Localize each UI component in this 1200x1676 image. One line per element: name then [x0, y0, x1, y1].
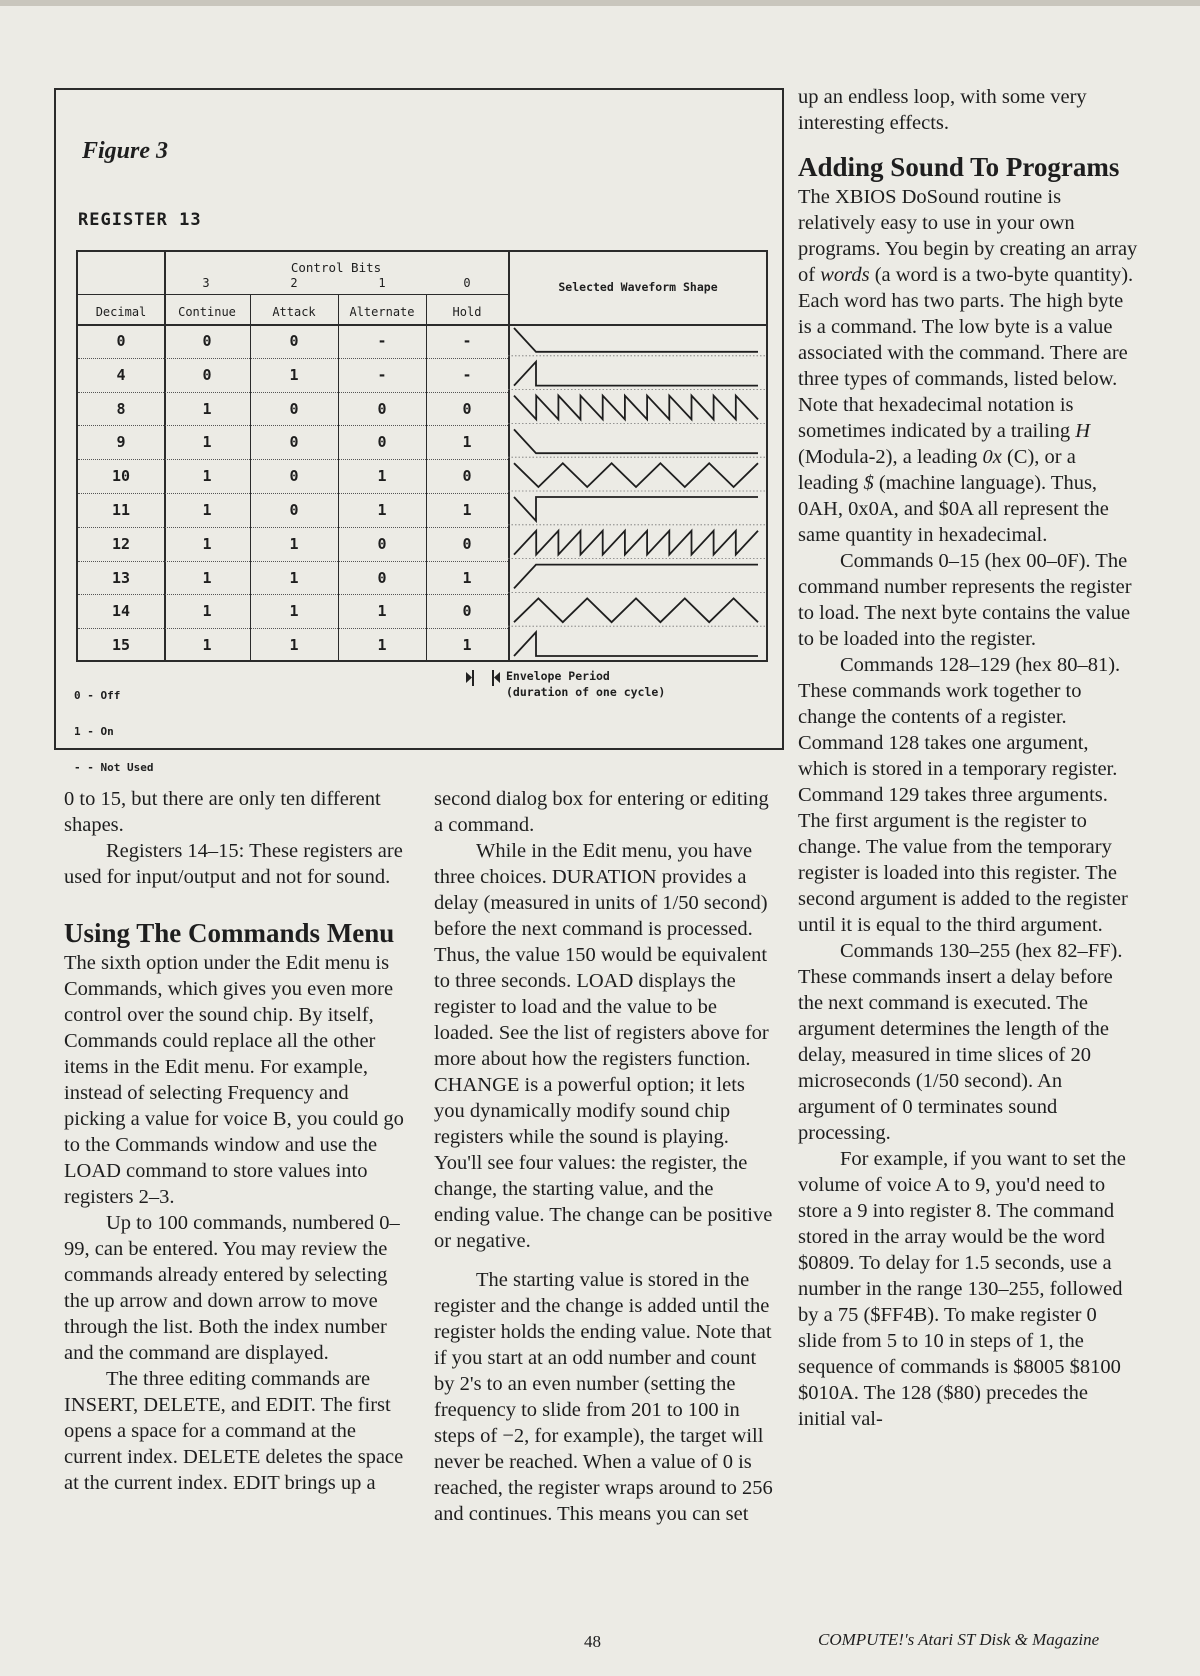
- text-run: (a word is a two-byte quantity). Each word has two parts. The high byte is a command. The low byte is a value associated with the command. There are three types of commands, listed below. Note that hexadecimal notation is sometimes indicated by a trailing: [798, 264, 1134, 442]
- control-bit-value: 0: [462, 534, 472, 553]
- control-bit-value: 1: [462, 501, 472, 519]
- grid-line: [78, 294, 508, 295]
- control-bit-value: 0: [289, 433, 299, 452]
- waveform-decay: [514, 328, 758, 352]
- row-divider: [78, 527, 508, 528]
- heading-adding-sound: Adding Sound To Programs: [798, 152, 1120, 182]
- paragraph: The three editing commands are INSERT, DELETE, and EDIT. The first opens a space for a command at the current index. DELETE deletes the space at the current index. EDIT brings up a: [64, 1368, 404, 1494]
- control-bits-label: Control Bits: [290, 260, 382, 275]
- paragraph: Commands 130–255 (hex 82–FF). These commands insert a delay before the next command is executed. The argument determines the length of the delay, measured in time slices of 20 microseconds (1/50 second). An argument of 0 terminates sound processing.: [798, 940, 1123, 1144]
- waveform-triangle-up-first: [514, 598, 758, 622]
- column-3: [798, 84, 1140, 1432]
- decimal-value: 13: [111, 568, 131, 587]
- row-divider: [78, 425, 508, 426]
- waveform-repeating-sawtooth-down: [514, 396, 758, 420]
- decimal-value: 4: [116, 365, 126, 384]
- decimal-value: 11: [111, 501, 131, 519]
- control-bit-value: 1: [289, 568, 299, 587]
- paragraph: second dialog box for entering or editing a command.: [434, 788, 769, 836]
- paragraph: Commands 0–15 (hex 00–0F). The command number represents the register to load. The next byte contains the value to be loaded into the register.: [798, 550, 1132, 650]
- paragraph: While in the Edit menu, you have three choices. DURATION provides a delay (measured in units of 1/50 second) before the next command is processed. Thus, the value 150 would be equivalent to three seconds. LOAD displays the register to load and the value to be loaded. See the list of registers above for more about how the registers function. CHANGE is a powerful option; it lets you dynamically modify sound chip registers while the sound is playing. You'll see four values: the register, the change, the starting value, and the ending value. The change can be positive or negative.: [434, 840, 773, 1252]
- col-alternate: Alternate: [349, 305, 415, 319]
- text-run: (machine language). Thus, 0AH, 0x0A, and $0A all represent the same quantity in hexadecimal.: [798, 472, 1109, 546]
- control-bit-value: 0: [377, 399, 387, 418]
- control-bit-value: -: [462, 365, 472, 384]
- paragraph: Up to 100 commands, numbered 0–99, can be entered. You may review the commands already entered by selecting the up arrow and down arrow to move through the list. Both the index number and the command are displayed.: [64, 1212, 400, 1364]
- decimal-value: 9: [116, 433, 126, 452]
- register-label: REGISTER 13: [78, 210, 202, 230]
- control-bit-value: 0: [202, 365, 212, 384]
- row-divider: [78, 358, 508, 359]
- control-bit-value: 1: [202, 501, 212, 519]
- waveform-repeating-sawtooth-up: [514, 531, 758, 555]
- row-divider: [78, 493, 508, 494]
- control-bit-value: 1: [377, 602, 387, 621]
- legend-off: 0 - Off: [74, 689, 121, 702]
- control-bit-value: 1: [377, 501, 387, 519]
- control-bit-value: 0: [202, 332, 212, 350]
- text-run: (Modula-2), a leading: [798, 446, 983, 468]
- col-hold: Hold: [452, 305, 482, 319]
- envelope-period-marker-icon: [466, 668, 528, 688]
- control-bit-value: 1: [202, 433, 212, 452]
- control-bit-value: 1: [289, 636, 299, 655]
- text-run-italic: $: [863, 472, 874, 494]
- decimal-value: 8: [116, 399, 126, 418]
- control-bit-value: 0: [289, 501, 299, 519]
- envelope-period-duration: (duration of one cycle): [506, 685, 666, 699]
- figure-title: Figure 3: [82, 138, 169, 164]
- bit-number-3: 3: [202, 276, 210, 290]
- control-bit-value: 0: [289, 399, 299, 418]
- row-divider: [78, 561, 508, 562]
- decimal-value: 15: [111, 636, 131, 655]
- paragraph: Commands 128–129 (hex 80–81). These commands work together to change the contents of a register. Command 128 takes one argument, which is stored in a temporary register. Command 129 takes three arguments. The first argument is the register to change. The value from the temporary register is loaded into this register. The second argument is added to the register until it is equal to the third argument.: [798, 654, 1128, 936]
- control-bit-value: 1: [289, 602, 299, 621]
- col-decimal: Decimal: [95, 305, 147, 319]
- text-run-italic: 0x: [982, 446, 1002, 468]
- control-bit-value: -: [462, 332, 472, 350]
- control-bit-value: -: [377, 332, 387, 350]
- col-continue: Continue: [178, 305, 236, 319]
- text-run: The XBIOS DoSound routine is relatively easy to use in your own programs. You begin by creating an array of: [798, 186, 1138, 286]
- control-bit-value: -: [377, 365, 387, 384]
- control-bit-value: 0: [377, 568, 387, 587]
- control-bit-value: 1: [462, 433, 472, 452]
- control-bit-value: 0: [377, 433, 387, 452]
- control-bit-value: 0: [462, 602, 472, 621]
- control-bit-value: 1: [202, 534, 212, 553]
- waveform-attack-then-high: [514, 565, 758, 589]
- figure-3: [54, 88, 784, 774]
- paragraph: Registers 14–15: These registers are used for input/output and not for sound.: [64, 840, 403, 888]
- control-bit-value: 0: [462, 399, 472, 418]
- control-bit-value: 0: [289, 467, 299, 486]
- paragraph: The starting value is stored in the register and the change is added until the register holds the ending value. Note that if you start at an odd number and count by 2's to an even number (setting the frequency to slide from 201 to 100 in steps of −2, for example), the target will never be reached. When a value of 0 is reached, the register wraps around to 256 and continues. This means you can set: [434, 1269, 773, 1525]
- text-run-italic: words: [820, 264, 870, 286]
- control-bit-value: 1: [202, 636, 212, 655]
- waveform-triangle-down-first: [514, 463, 758, 487]
- waveform-decay: [514, 429, 758, 453]
- decimal-value: 12: [111, 534, 131, 553]
- control-bit-value: 0: [289, 332, 299, 350]
- control-bit-value: 1: [462, 636, 472, 655]
- col-attack: Attack: [272, 305, 316, 319]
- waveform-decay-then-high: [514, 497, 758, 521]
- row-divider: [78, 459, 508, 460]
- bit-number-2: 2: [290, 276, 298, 290]
- column-1: [64, 786, 406, 1496]
- column-2: [434, 786, 774, 1527]
- row-divider: [78, 392, 508, 393]
- legend-on: 1 - On: [74, 725, 114, 738]
- paragraph: 0 to 15, but there are only ten different shapes.: [64, 788, 381, 836]
- envelope-period-note: [490, 668, 665, 700]
- bit-legend: [74, 666, 153, 798]
- control-bit-value: 0: [462, 467, 472, 486]
- row-divider: [78, 628, 508, 629]
- waveform-attack-then-low: [514, 632, 758, 656]
- paragraph: The sixth option under the Edit menu is Commands, which gives you even more control over the sound chip. By itself, Commands could replace all the other items in the Edit menu. For example, instead of selecting Frequency and picking a value for voice B, you could go to the Commands window and use the LOAD command to store values into registers 2–3.: [64, 952, 404, 1208]
- waveform-attack-then-low: [514, 362, 758, 386]
- paragraph: up an endless loop, with some very interesting effects.: [798, 86, 1087, 134]
- control-bit-value: 1: [289, 534, 299, 553]
- bit-number-1: 1: [378, 276, 386, 290]
- control-bit-value: 0: [377, 534, 387, 553]
- text-run: (C), or a leading: [798, 446, 1076, 494]
- bit-number-0: 0: [463, 276, 471, 290]
- register-13-table: [76, 250, 768, 662]
- control-bit-value: 1: [377, 467, 387, 486]
- decimal-value: 14: [111, 602, 131, 621]
- masthead: COMPUTE!'s Atari ST Disk & Magazine: [818, 1630, 1100, 1649]
- heading-using-commands-menu: Using The Commands Menu: [64, 918, 395, 948]
- paragraph: For example, if you want to set the volume of voice A to 9, you'd need to store a 9 into register 8. The command stored in the array would be the word $0809. To delay for 1.5 seconds, use a number in the range 130–255, followed by a 75 ($FF4B). To make register 0 slide from 5 to 10 in steps of 1, the sequence of commands is $8005 $8100 $010A. The 128 ($80) precedes the initial val-: [798, 1148, 1126, 1430]
- page-number: 48: [584, 1632, 601, 1651]
- legend-not-used: - - Not Used: [74, 761, 154, 774]
- waveform-header: Selected Waveform Shape: [558, 280, 718, 294]
- decimal-value: 0: [116, 332, 126, 350]
- control-bit-value: 1: [462, 568, 472, 587]
- paragraph: [798, 184, 1140, 548]
- decimal-value: 10: [111, 467, 131, 486]
- control-bit-value: 1: [202, 399, 212, 418]
- waveform-shapes: [508, 322, 766, 662]
- control-bit-value: 1: [202, 467, 212, 486]
- control-bit-value: 1: [202, 602, 212, 621]
- row-divider: [78, 594, 508, 595]
- text-run-italic: H: [1075, 420, 1091, 442]
- control-bit-value: 1: [202, 568, 212, 587]
- control-bit-value: 1: [377, 636, 387, 655]
- envelope-period-label: Envelope Period: [506, 669, 610, 683]
- page-top-edge: [0, 0, 1200, 6]
- control-bit-value: 1: [289, 365, 299, 384]
